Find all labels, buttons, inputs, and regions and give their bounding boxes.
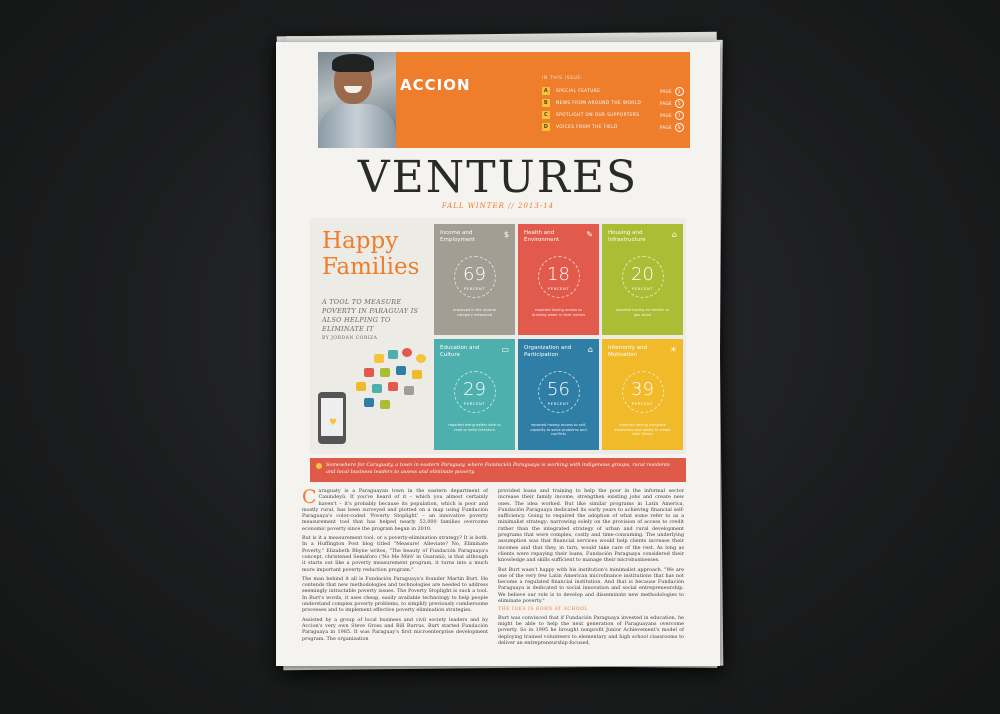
- stat-tile-organization: Organization and Participation ⌂ 56 PERCENT reported having access to self-capacity to solve problems and conflicts: [518, 339, 599, 450]
- stat-value: 18: [547, 264, 570, 285]
- stat-value: 20: [631, 264, 654, 285]
- phone-icon: [318, 392, 346, 444]
- paragraph: provided loans and training to help the poor in the informal sector increase their family income, strengthen existing jobs and create new ones. The idea worked. But like similar programs in Latin America, Fundación Paraguaya dedicated its early years to achieving financial self-sufficiency. Going to required the adoption of what some refer to as a minimalist strategy: narrowing solely on the provision of access to credit rather than the integrated strategy of urban and rural development programs that were complex, costly and time-consuming. The underlying assumption was that financial services would help clients increase their incomes and that they, in turn, would take care of the rest. As long as clients were repaying their loans, Fundación Paraguaya considered their knowledge and skills sufficient to manage their microbusinesses.: [498, 488, 684, 564]
- masthead-title: VENTURES: [357, 152, 639, 203]
- cover-photo: [318, 52, 396, 148]
- stat-value: 29: [463, 379, 486, 400]
- stat-tile-motivation: Interiority and Motivation ☀ 39 PERCENT reported having complete awareness and ability to create their future: [602, 339, 683, 450]
- stat-value: 69: [463, 264, 486, 285]
- article-column-2: [498, 488, 684, 649]
- paragraph: Caraguaty is a Paraguayan town in the eastern department of Canindeyú. If you've heard of it – which you almost certainly haven't – it's probably because its population, which is poor and mostly rural, has been surveyed and plotted on a map using Fundación Paraguaya's color-coded 'Poverty Stoplight' – an innovative poverty measurement tool that has helped nearly 53,000 families overcome economic poverty since the program began in 2010.: [302, 486, 488, 532]
- pencil-icon: ✎: [586, 230, 593, 239]
- edition-label: FALL WINTER // 2013-14: [441, 202, 555, 210]
- feature-section: [310, 218, 686, 454]
- stat-value: 39: [631, 379, 654, 400]
- stat-value: 56: [547, 379, 570, 400]
- house-icon: ⌂: [671, 230, 677, 239]
- issue-item: B NEWS FROM AROUND THE WORLD PAGE 5: [542, 97, 684, 109]
- stats-tiles: [434, 224, 684, 456]
- icon-cloud-illustration: [344, 348, 432, 418]
- feature-byline: BY JORDAN CORIZA: [322, 336, 378, 341]
- heart-icon: ♥: [329, 418, 338, 428]
- paragraph: But is it a measurement tool, or a poverty-elimination strategy? It is both. In a Huffington Post blog titled "Measure! Alleviate? No, Eliminate Poverty," Elizabeth Rhyne writes, "The beauty of Fundación Paraguaya's concept, christened Semáforo ('No Me Miré' in Guaraní), is that although it starts out like a poverty measurement program, it turns into a much more important poverty reduction program.": [302, 535, 488, 573]
- issue-item: A SPECIAL FEATURE PAGE 2: [542, 85, 684, 97]
- issue-title: IN THIS ISSUE:: [542, 76, 583, 81]
- dollar-icon: $: [503, 230, 509, 239]
- stat-tile-housing: Housing and Infrastructure ⌂ 20 PERCENT reported having an electric or gas stove: [602, 224, 683, 335]
- feature-subtitle: A TOOL TO MEASURE POVERTY IN PARAGUAY IS ALSO HELPING TO ELIMINATE IT: [322, 298, 419, 333]
- stat-tile-income: Income and Employment $ 69 PERCENT improved in the income category measured: [434, 224, 515, 335]
- article-body: [302, 488, 694, 658]
- section-subhead: THE IDEA IS BORN AT SCHOOL: [498, 607, 588, 613]
- book-icon: ▭: [501, 345, 509, 354]
- paragraph: The man behind it all is Fundación Paraguaya's founder Martin Burt. He contends that new methodologies and technologies are needed to address seemingly intractable poverty issues. The Poverty Stoplight is such a tool. In Burt's words, it uses cheap, easily available technology to help people understand complex poverty problems, to simplify previously cumbersome processes and to implement effective poverty elimination strategies.: [302, 575, 488, 614]
- feature-intro: [310, 218, 432, 454]
- lightbulb-icon: ☀: [669, 345, 677, 354]
- paragraph: Assisted by a group of local business and civil society leaders and by Accion's very own Steve Gross and Bill Burrus, Burt started Fundación Paraguaya in 1985. It was Paraguay's first microenterprise development program. The organization: [302, 616, 488, 642]
- issue-contents: [542, 76, 684, 133]
- issue-item: D VOICES FROM THE FIELD PAGE 8: [542, 121, 684, 133]
- article-column-1: [302, 488, 488, 645]
- building-icon: ⌂: [587, 345, 593, 354]
- caption-bullet-icon: [316, 463, 322, 469]
- stat-tile-health: Health and Environment ✎ 18 PERCENT reported having access to drinking water in their homes: [518, 224, 599, 335]
- issue-item: C SPOTLIGHT ON OUR SUPPORTERS PAGE 7: [542, 109, 684, 121]
- newspaper-front-page: [276, 42, 720, 666]
- paragraph: Burt was convinced that if Fundación Paraguaya invested in education, he might be able to help the next generation of Paraguayans overcome poverty. So in 1995 he brought nonprofit Junior Achievement's model of deploying trained volunteers to elementary and high school classrooms to deliver an entrepreneurship-focused,: [498, 614, 684, 646]
- drop-cap: C: [302, 486, 317, 508]
- paragraph: But Burt wasn't happy with his institution's minimalist approach. "We are one of the very few Latin American microfinance institutions that has not become a regulated financial institution. And that is because Fundación Paraguaya is dedicated to social innovation and social entrepreneurship. We believe our role is to develop and disseminate new methodologies to eliminate poverty.": [498, 566, 684, 605]
- header-banner: [318, 52, 690, 148]
- brand-logo: ACCION: [400, 76, 471, 94]
- stat-tile-education: Education and Culture ▭ 29 PERCENT reported being better able to read or write literature: [434, 339, 515, 450]
- photo-caption: Somewhere for Caraguaty, a town in eastern Paraguay, where Fundación Paraguaya is working with indigenous groups, rural residents and local business leaders to assess and eliminate poverty.: [310, 458, 686, 482]
- feature-title: Happy Families: [322, 228, 420, 280]
